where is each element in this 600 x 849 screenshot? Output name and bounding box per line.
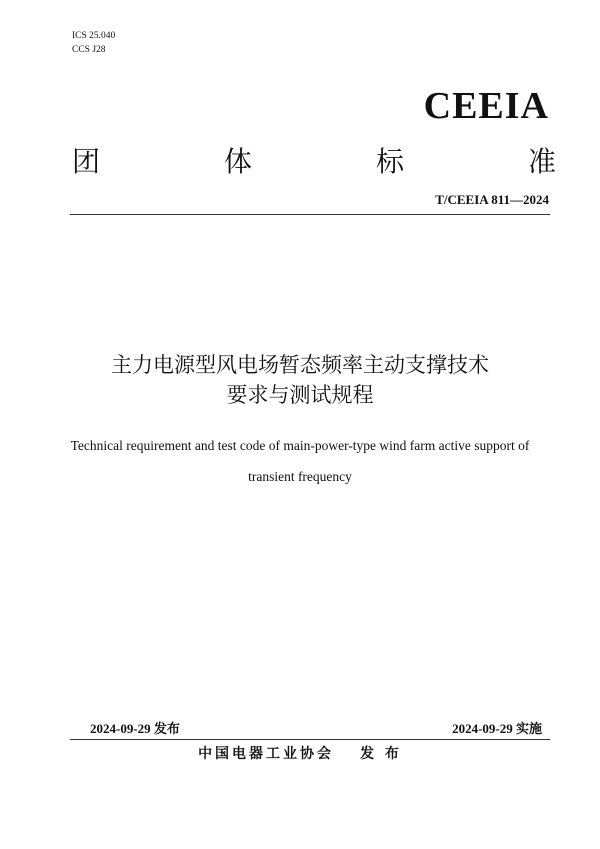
implementation-date: 2024-09-29 实施 — [452, 721, 542, 736]
ics-code: ICS 25.040 — [72, 31, 116, 41]
standard-type-char: 体 — [223, 145, 252, 178]
issue-date: 2024-09-29 发布 — [90, 721, 180, 736]
footer-divider — [70, 739, 550, 740]
english-title-line-2: transient frequency — [248, 469, 352, 484]
publisher — [0, 743, 600, 763]
ceeia-logo: CEEIA — [423, 85, 549, 127]
standard-type — [72, 140, 556, 180]
publish-label: 发 布 — [360, 746, 402, 762]
chinese-title-line-1: 主力电源型风电场暂态频率主动支撑技术 — [111, 353, 489, 377]
standard-number: T/CEEIA 811—2024 — [435, 192, 549, 207]
ccs-code: CCS J28 — [72, 45, 106, 55]
standard-type-char: 准 — [527, 145, 556, 178]
standard-type-char: 团 — [72, 145, 101, 178]
header-divider — [70, 214, 550, 215]
chinese-title-line-2: 要求与测试规程 — [226, 383, 374, 407]
english-title-line-1: Technical requirement and test code of main-power-type wind farm active support of — [70, 438, 530, 453]
standard-type-char: 标 — [375, 145, 404, 178]
publisher-name: 中国电器工业协会 — [198, 746, 335, 762]
